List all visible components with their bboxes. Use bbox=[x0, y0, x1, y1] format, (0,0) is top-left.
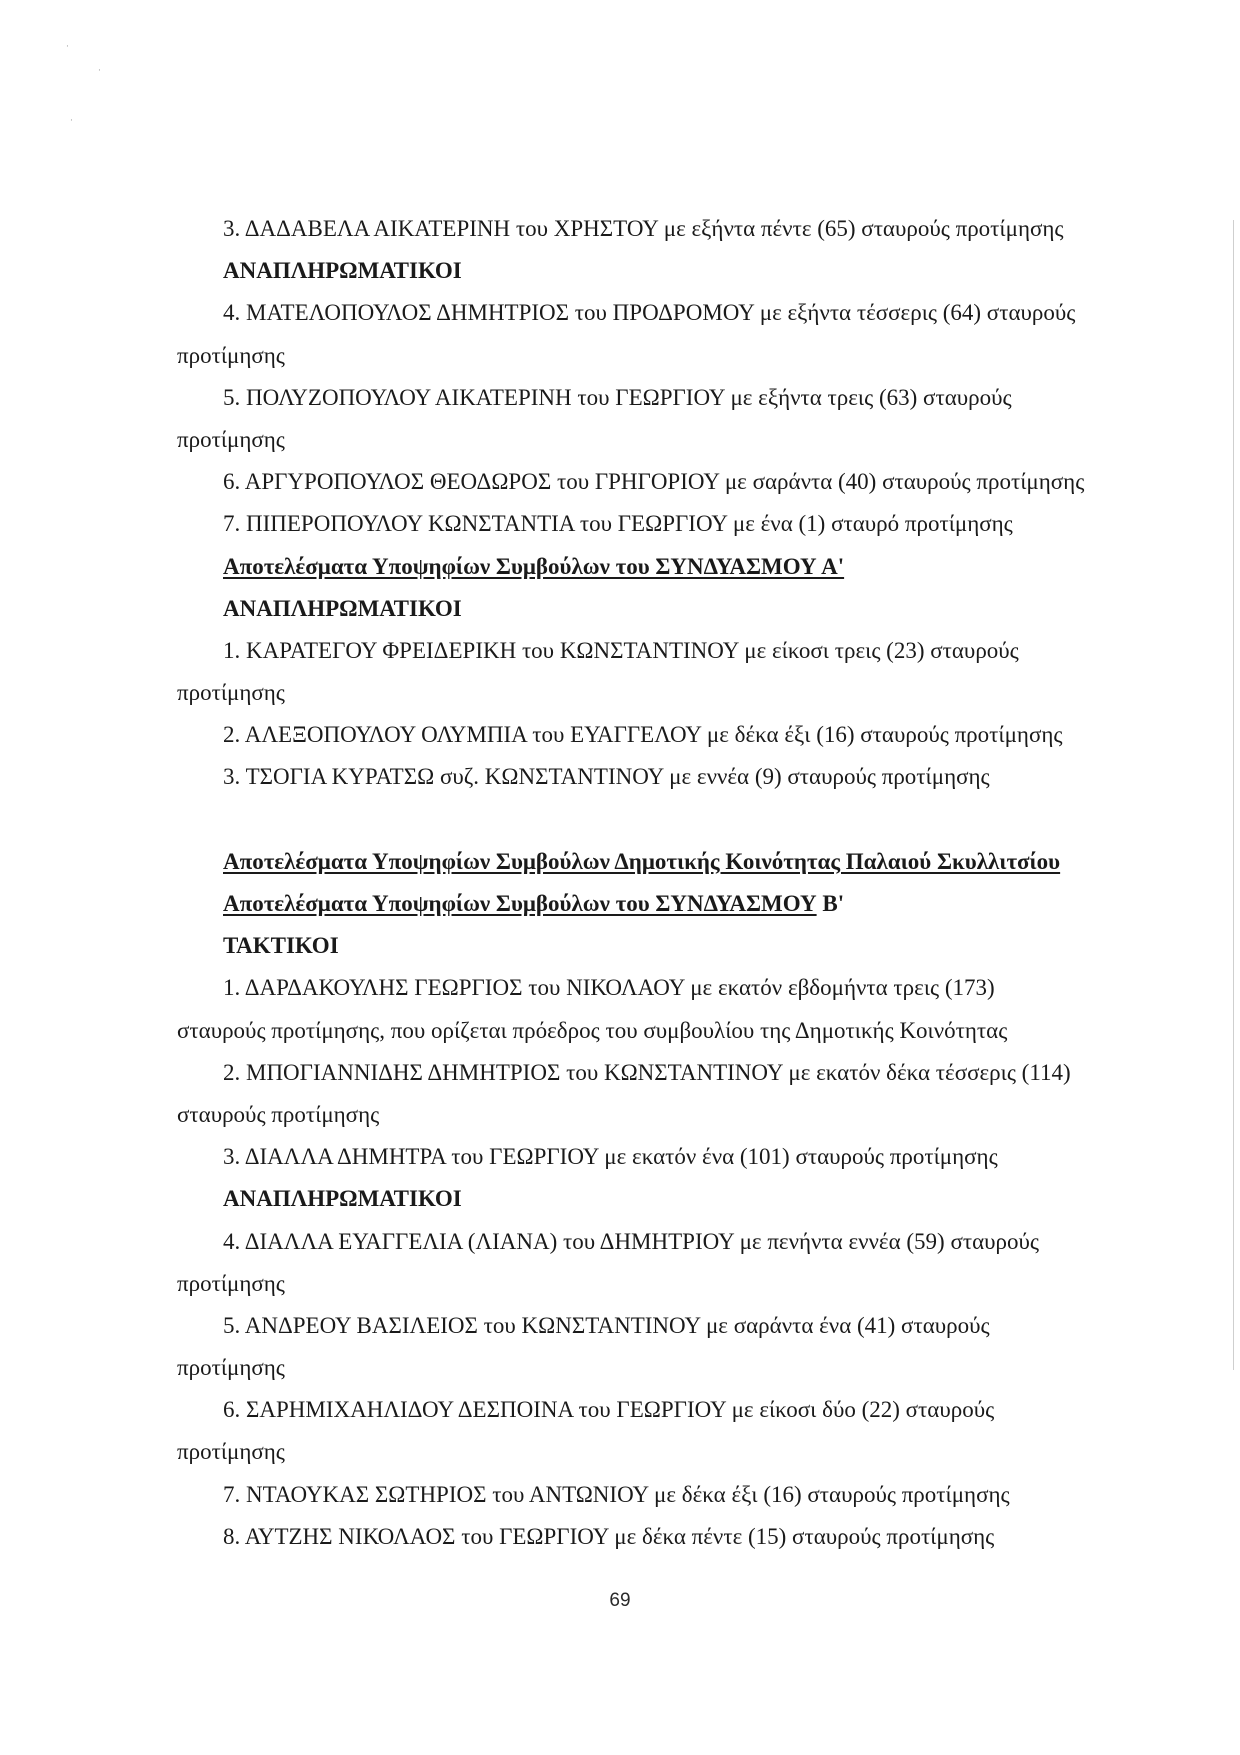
line-text: σταυρούς προτίμησης, που ορίζεται πρόεδρος του συμβουλίου της Δημοτικής Κοινότητας bbox=[177, 1017, 1008, 1043]
subsection-heading bbox=[177, 250, 1137, 292]
line-text: 3. ΔΑΔΑΒΕΛΑ ΑΙΚΑΤΕΡΙΝΗ του ΧΡΗΣΤΟΥ με εξήντα πέντε (65) σταυρούς προτίμησης bbox=[223, 216, 1064, 241]
body-line bbox=[177, 630, 1137, 672]
blank-line bbox=[177, 799, 1137, 841]
body-line bbox=[177, 377, 1137, 419]
body-line bbox=[177, 292, 1137, 334]
body-line bbox=[177, 503, 1137, 545]
page-number: 69 bbox=[609, 1590, 631, 1611]
line-text: 7. ΝΤΑΟΥΚΑΣ ΣΩΤΗΡΙΟΣ του ΑΝΤΩΝΙΟΥ με δέκα έξι (16) σταυρούς προτίμησης bbox=[223, 1481, 1010, 1507]
line-text: 3. ΤΣΟΓΙΑ ΚΥΡΑΤΣΩ συζ. ΚΩΝΣΤΑΝΤΙΝΟΥ με εννέα (9) σταυρούς προτίμησης bbox=[223, 764, 990, 790]
line-text: προτίμησης bbox=[177, 342, 285, 368]
line-text: 5. ΠΟΛΥΖΟΠΟΥΛΟΥ ΑΙΚΑΤΕΡΙΝΗ του ΓΕΩΡΓΙΟΥ με εξήντα τρεις (63) σταυρούς bbox=[223, 384, 1012, 410]
body-line bbox=[177, 1474, 1137, 1516]
body-line bbox=[177, 1052, 1137, 1094]
line-text: 8. ΑΥΤΖΗΣ ΝΙΚΟΛΑΟΣ του ΓΕΩΡΓΙΟΥ με δέκα πέντε (15) σταυρούς προτίμησης bbox=[223, 1523, 995, 1549]
body-line bbox=[177, 1516, 1137, 1558]
body-line bbox=[177, 419, 1137, 461]
line-text: Αποτελέσματα Υποψηφίων Συμβούλων του ΣΥΝΔΥΑΣΜΟΥ Α' bbox=[223, 553, 845, 579]
line-text: ΤΑΚΤΙΚΟΙ bbox=[223, 933, 339, 959]
body-line bbox=[177, 756, 1137, 798]
line-text: 1. ΚΑΡΑΤΕΓΟΥ ΦΡΕΙΔΕΡΙΚΗ του ΚΩΝΣΤΑΝΤΙΝΟΥ με είκοσι τρεις (23) σταυρούς bbox=[223, 637, 1019, 663]
line-suffix: Β' bbox=[816, 891, 845, 916]
body-line bbox=[177, 335, 1137, 377]
line-text: 3. ΔΙΑΛΛΑ ΔΗΜΗΤΡΑ του ΓΕΩΡΓΙΟΥ με εκατόν ένα (101) σταυρούς προτίμησης bbox=[223, 1144, 998, 1170]
line-text: 2. ΑΛΕΞΟΠΟΥΛΟΥ ΟΛΥΜΠΙΑ του ΕΥΑΓΓΕΛΟΥ με δέκα έξι (16) σταυρούς προτίμησης bbox=[223, 722, 1063, 748]
section-heading bbox=[177, 546, 1137, 588]
line-text: 4. ΜΑΤΕΛΟΠΟΥΛΟΣ ΔΗΜΗΤΡΙΟΣ του ΠΡΟΔΡΟΜΟΥ με εξήντα τέσσερις (64) σταυρούς bbox=[223, 300, 1076, 326]
scan-speck: · bbox=[98, 66, 101, 76]
line-text: ΑΝΑΠΛΗΡΩΜΑΤΙΚΟΙ bbox=[223, 1186, 462, 1212]
body-line bbox=[177, 1010, 1137, 1052]
scan-edge-line bbox=[1233, 220, 1234, 1370]
line-text: ΑΝΑΠΛΗΡΩΜΑΤΙΚΟΙ bbox=[223, 258, 462, 284]
body-line bbox=[177, 1221, 1137, 1263]
body-line bbox=[177, 1263, 1137, 1305]
line-text: προτίμησης bbox=[177, 680, 285, 706]
line-text: 2. ΜΠΟΓΙΑΝΝΙΔΗΣ ΔΗΜΗΤΡΙΟΣ του ΚΩΝΣΤΑΝΤΙΝΟΥ με εκατόν δέκα τέσσερις (114) bbox=[223, 1059, 1071, 1085]
line-text: προτίμησης bbox=[177, 426, 285, 452]
line-text: σταυρούς προτίμησης bbox=[177, 1101, 380, 1127]
section-heading bbox=[177, 841, 1137, 883]
scan-speck: · bbox=[66, 42, 69, 52]
line-text: ΑΝΑΠΛΗΡΩΜΑΤΙΚΟΙ bbox=[223, 595, 462, 621]
body-line bbox=[177, 1347, 1137, 1389]
line-text: προτίμησης bbox=[177, 1270, 285, 1296]
body-line bbox=[177, 1094, 1137, 1136]
subsection-heading bbox=[177, 925, 1137, 967]
line-text: 4. ΔΙΑΛΛΑ ΕΥΑΓΓΕΛΙΑ (ΛΙΑΝΑ) του ΔΗΜΗΤΡΙΟΥ με πενήντα εννέα (59) σταυρούς bbox=[223, 1228, 1039, 1254]
body-line bbox=[177, 967, 1137, 1009]
scan-speck: · bbox=[70, 116, 73, 126]
subsection-heading bbox=[177, 1178, 1137, 1220]
body-line bbox=[177, 461, 1137, 503]
line-text: προτίμησης bbox=[177, 1355, 285, 1381]
document-body bbox=[177, 208, 1137, 1558]
line-text: Αποτελέσματα Υποψηφίων Συμβούλων Δημοτικής Κοινότητας Παλαιού Σκυλλιτσίου bbox=[223, 848, 1061, 874]
line-text: 1. ΔΑΡΔΑΚΟΥΛΗΣ ΓΕΩΡΓΙΟΣ του ΝΙΚΟΛΑΟΥ με εκατόν εβδομήντα τρεις (173) bbox=[223, 975, 995, 1001]
body-line bbox=[177, 208, 1137, 250]
body-line bbox=[177, 1431, 1137, 1473]
body-line bbox=[177, 714, 1137, 756]
line-text: 6. ΑΡΓΥΡΟΠΟΥΛΟΣ ΘΕΟΔΩΡΟΣ του ΓΡΗΓΟΡΙΟΥ με σαράντα (40) σταυρούς προτίμησης bbox=[223, 469, 1085, 495]
section-heading bbox=[177, 883, 1137, 925]
body-line bbox=[177, 672, 1137, 714]
body-line bbox=[177, 1389, 1137, 1431]
line-text: Αποτελέσματα Υποψηφίων Συμβούλων του ΣΥΝΔΥΑΣΜΟΥ bbox=[223, 891, 817, 916]
line-text: 6. ΣΑΡΗΜΙΧΑΗΛΙΔΟΥ ΔΕΣΠΟΙΝΑ του ΓΕΩΡΓΙΟΥ με είκοσι δύο (22) σταυρούς bbox=[223, 1397, 995, 1423]
body-line bbox=[177, 1136, 1137, 1178]
line-text: 5. ΑΝΔΡΕΟΥ ΒΑΣΙΛΕΙΟΣ του ΚΩΝΣΤΑΝΤΙΝΟΥ με σαράντα ένα (41) σταυρούς bbox=[223, 1312, 990, 1338]
line-text: 7. ΠΙΠΕΡΟΠΟΥΛΟΥ ΚΩΝΣΤΑΝΤΙΑ του ΓΕΩΡΓΙΟΥ με ένα (1) σταυρό προτίμησης bbox=[223, 511, 1013, 537]
subsection-heading bbox=[177, 588, 1137, 630]
body-line bbox=[177, 1305, 1137, 1347]
line-text: προτίμησης bbox=[177, 1439, 285, 1465]
